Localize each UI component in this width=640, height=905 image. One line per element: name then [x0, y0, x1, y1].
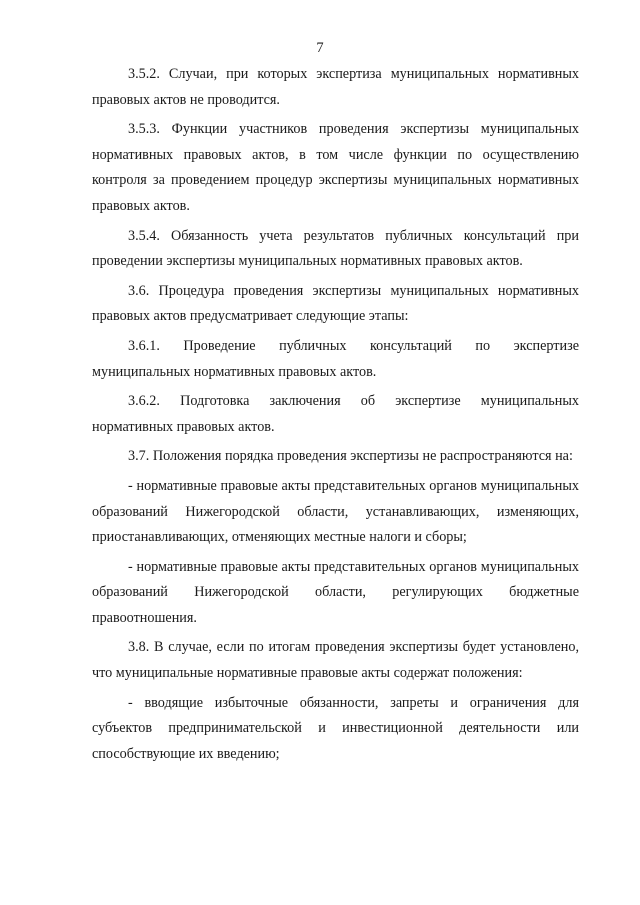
list-item-local-taxes: - нормативные правовые акты представительных органов муниципальных образований Нижегородской области, устанавливающих, изменяющих, приостанавливающих, отменяющих местные налоги и сборы;: [92, 477, 579, 546]
document-body: [92, 62, 579, 771]
paragraph-3-5-4: 3.5.4. Обязанность учета результатов публичных консультаций при проведении экспертизы муниципальных нормативных правовых актов.: [92, 227, 579, 270]
paragraph-3-7: 3.7. Положения порядка проведения экспертизы не распространяются на:: [128, 448, 573, 465]
page-number: 7: [316, 40, 324, 56]
list-item-excessive-obligations: - вводящие избыточные обязанности, запреты и ограничения для субъектов предпринимательской и инвестиционной деятельности или способствующие их введению;: [92, 694, 579, 762]
list-item-budget-relations: - нормативные правовые акты представительных органов муниципальных образований Нижегородской области, регулирующих бюджетные правоотношения.: [92, 558, 579, 626]
paragraph-3-5-3: 3.5.3. Функции участников проведения экспертизы муниципальных нормативных правовых актов, в том числе функции по осуществлению контроля за проведением процедур экспертизы муниципальных нормативных правовых актов.: [92, 121, 579, 214]
paragraph-3-6: 3.6. Процедура проведения экспертизы муниципальных нормативных правовых актов предусматривает следующие этапы:: [92, 282, 579, 325]
paragraph-3-6-1: 3.6.1. Проведение публичных консультаций по экспертизе муниципальных нормативных правовых актов.: [92, 337, 579, 380]
paragraph-3-6-2: 3.6.2. Подготовка заключения об экспертизе муниципальных нормативных правовых актов.: [92, 393, 579, 435]
paragraph-3-8: 3.8. В случае, если по итогам проведения экспертизы будет установлено, что муниципальные нормативные правовые акты содержат положения:: [92, 639, 579, 682]
paragraph-3-5-2: 3.5.2. Случаи, при которых экспертиза муниципальных нормативных правовых актов не проводится.: [92, 66, 579, 108]
